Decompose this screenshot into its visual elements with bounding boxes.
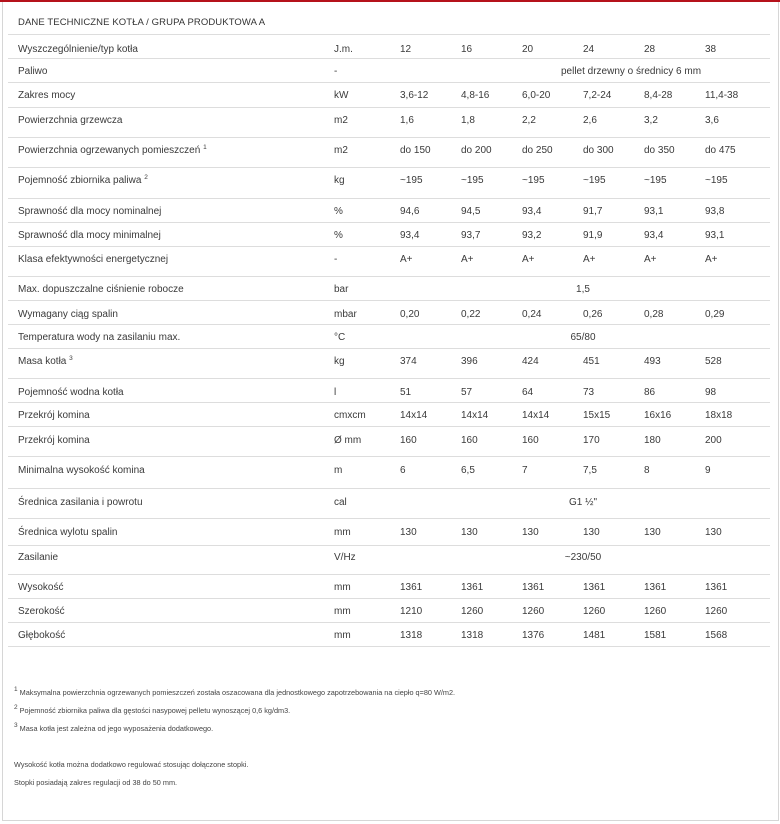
merged-value-cell: 65/80	[570, 332, 596, 343]
row-label-text: Paliwo	[18, 66, 48, 77]
value-cell: 93,2	[522, 230, 542, 241]
value-cell: 1361	[705, 582, 728, 593]
row-unit: mm	[334, 606, 351, 617]
footnote-number: 3	[14, 722, 18, 729]
table-row	[8, 598, 770, 617]
value-cell: A+	[461, 254, 474, 265]
row-label	[18, 176, 148, 186]
merged-value-cell: G1 ½"	[568, 497, 597, 508]
value-cell: do 350	[644, 145, 675, 156]
row-label	[18, 45, 138, 55]
value-cell: 24	[583, 44, 595, 55]
table-row	[8, 518, 770, 538]
row-label	[18, 498, 143, 508]
row-unit: Ø mm	[334, 435, 362, 446]
row-unit: V/Hz	[334, 552, 356, 563]
value-cell: 14x14	[400, 410, 428, 421]
row-label-text: Średnica wylotu spalin	[18, 527, 118, 538]
footnote	[14, 724, 213, 733]
row-label-text: Wyszczególnienie/typ kotła	[18, 44, 138, 55]
row-label-text: Przekrój komina	[18, 410, 90, 421]
row-label-text: Sprawność dla mocy minimalnej	[18, 230, 161, 241]
value-cell: A+	[644, 254, 657, 265]
row-label	[18, 607, 65, 617]
value-cell: 1361	[522, 582, 545, 593]
value-cell: 6,5	[461, 465, 475, 476]
value-cell: 2,6	[583, 115, 597, 126]
value-cell: 424	[522, 356, 539, 367]
value-cell: 1361	[583, 582, 606, 593]
bottom-note: Wysokość kotła można dodatkowo regulować stosując dołączone stopki.	[14, 760, 249, 769]
row-unit: l	[334, 387, 337, 398]
footnote-marker: 1	[203, 144, 207, 151]
table-row	[8, 545, 770, 563]
table-row	[8, 622, 770, 641]
row-label-text: Pojemność zbiornika paliwa	[18, 175, 142, 186]
value-cell: 1260	[461, 606, 484, 617]
table-row	[8, 488, 770, 508]
value-cell: 1260	[644, 606, 667, 617]
table-row	[8, 198, 770, 217]
table-row	[8, 456, 770, 476]
value-cell: 1361	[461, 582, 484, 593]
value-cell: do 300	[583, 145, 614, 156]
value-cell: do 200	[461, 145, 492, 156]
row-label-text: Klasa efektywności energetycznej	[18, 254, 169, 265]
value-cell: 1581	[644, 630, 667, 641]
table-row	[8, 107, 770, 126]
value-cell: 4,8-16	[461, 90, 490, 101]
value-cell: 93,8	[705, 206, 725, 217]
value-cell: 0,24	[522, 309, 542, 320]
value-cell: 1376	[522, 630, 545, 641]
value-cell: 3,2	[644, 115, 658, 126]
value-cell: A+	[583, 254, 596, 265]
value-cell: 130	[522, 527, 539, 538]
row-label-text: Zakres mocy	[18, 90, 76, 101]
footnote-text: Pojemność zbiornika paliwa dla gęstości nasypowej pelletu wynoszącej 0,6 kg/dm3.	[19, 706, 291, 715]
row-label-text: Minimalna wysokość komina	[18, 465, 145, 476]
value-cell: 0,29	[705, 309, 725, 320]
row-label-text: Powierzchnia grzewcza	[18, 115, 123, 126]
value-cell: 91,9	[583, 230, 603, 241]
row-label	[18, 285, 184, 295]
value-cell: 12	[400, 44, 412, 55]
row-unit: %	[334, 230, 343, 241]
value-cell: 1318	[400, 630, 423, 641]
row-unit: mm	[334, 630, 351, 641]
row-unit: mm	[334, 527, 351, 538]
value-cell: do 475	[705, 145, 736, 156]
value-cell: 374	[400, 356, 417, 367]
value-cell: 396	[461, 356, 478, 367]
row-label	[18, 466, 145, 476]
value-cell: 7,5	[583, 465, 597, 476]
value-cell: 16	[461, 44, 473, 55]
bottom-note: Stopki posiadają zakres regulacji od 38 do 50 mm.	[14, 778, 178, 787]
value-cell: 28	[644, 44, 656, 55]
value-cell: 1260	[583, 606, 606, 617]
row-unit: kg	[334, 175, 345, 186]
merged-value-cell: pellet drzewny o średnicy 6 mm	[560, 66, 702, 77]
value-cell: 3,6	[705, 115, 719, 126]
value-cell: 2,2	[522, 115, 536, 126]
row-label	[18, 207, 161, 217]
row-label-text: Średnica zasilania i powrotu	[18, 497, 143, 508]
footnote	[14, 688, 455, 697]
table-row	[8, 82, 770, 101]
row-unit: m2	[334, 145, 348, 156]
row-label-text: Wymagany ciąg spalin	[18, 309, 118, 320]
row-label-text: Masa kotła	[18, 356, 67, 367]
value-cell: 8	[644, 465, 650, 476]
row-label-text: Sprawność dla mocy nominalnej	[18, 206, 162, 217]
value-cell: 1361	[400, 582, 423, 593]
value-cell: 93,4	[644, 230, 664, 241]
row-unit: -	[334, 254, 338, 265]
value-cell: 130	[583, 527, 600, 538]
row-label	[18, 528, 118, 538]
footnote	[14, 706, 290, 715]
value-cell: 1260	[522, 606, 545, 617]
value-cell: 1318	[461, 630, 484, 641]
row-unit: J.m.	[334, 44, 353, 55]
value-cell: 91,7	[583, 206, 603, 217]
value-cell: 1568	[705, 630, 728, 641]
value-cell: 16x16	[644, 410, 672, 421]
row-label	[18, 436, 90, 446]
value-cell: A+	[705, 254, 718, 265]
row-unit: cal	[334, 497, 347, 508]
table-row	[8, 300, 770, 320]
value-cell: 1481	[583, 630, 606, 641]
value-cell: 64	[522, 387, 534, 398]
value-cell: 6	[400, 465, 406, 476]
value-cell: 1210	[400, 606, 423, 617]
value-cell: 160	[522, 435, 539, 446]
row-label	[18, 388, 124, 398]
value-cell: ~195	[644, 175, 667, 186]
row-label-text: Max. dopuszczalne ciśnienie robocze	[18, 284, 184, 295]
value-cell: 7,2-24	[583, 90, 612, 101]
footnote-number: 2	[14, 704, 18, 711]
value-cell: 20	[522, 44, 534, 55]
value-cell: 8,4-28	[644, 90, 673, 101]
value-cell: 0,26	[583, 309, 603, 320]
value-cell: 38	[705, 44, 717, 55]
value-cell: do 150	[400, 145, 431, 156]
row-unit: m	[334, 465, 343, 476]
row-label-text: Zasilanie	[18, 552, 59, 563]
table-row	[8, 34, 770, 55]
row-label	[18, 357, 73, 367]
row-label	[18, 553, 58, 563]
value-cell: 0,20	[400, 309, 420, 320]
row-unit: bar	[334, 284, 349, 295]
value-cell: 93,1	[644, 206, 664, 217]
value-cell: 1361	[644, 582, 667, 593]
value-cell: 7	[522, 465, 528, 476]
row-label-text: Przekrój komina	[18, 435, 90, 446]
value-cell: 14x14	[522, 410, 550, 421]
value-cell: 93,4	[522, 206, 542, 217]
value-cell: 200	[705, 435, 722, 446]
row-label	[18, 231, 161, 241]
row-label	[18, 146, 207, 156]
value-cell: 93,1	[705, 230, 725, 241]
row-label	[18, 333, 180, 343]
table-row	[8, 246, 770, 265]
value-cell: 130	[400, 527, 417, 538]
row-unit: mm	[334, 582, 351, 593]
value-cell: 94,6	[400, 206, 420, 217]
value-cell: A+	[522, 254, 535, 265]
row-label	[18, 91, 75, 101]
value-cell: 451	[583, 356, 600, 367]
value-cell: 160	[400, 435, 417, 446]
table-row	[8, 402, 770, 421]
value-cell: 57	[461, 387, 473, 398]
value-cell: 130	[461, 527, 478, 538]
row-label	[18, 631, 65, 641]
footnote-text: Masa kotła jest zależna od jego wyposażenia dodatkowego.	[19, 724, 214, 733]
value-cell: 160	[461, 435, 478, 446]
value-cell: 528	[705, 356, 722, 367]
value-cell: ~195	[522, 175, 545, 186]
table-row	[8, 58, 770, 77]
value-cell: 130	[644, 527, 661, 538]
table-title: DANE TECHNICZNE KOTŁA / GRUPA PRODUKTOWA A	[18, 17, 266, 28]
table-row	[8, 574, 770, 593]
footnote-marker: 2	[144, 174, 148, 181]
row-label	[18, 67, 47, 77]
row-label	[18, 583, 63, 593]
row-label-text: Wysokość	[18, 582, 64, 593]
value-cell: 1260	[705, 606, 728, 617]
table-row	[8, 378, 770, 398]
row-unit: kg	[334, 356, 345, 367]
table-bottom-border	[8, 646, 770, 647]
value-cell: 86	[644, 387, 656, 398]
row-label	[18, 116, 123, 126]
value-cell: 0,22	[461, 309, 481, 320]
value-cell: 9	[705, 465, 711, 476]
value-cell: do 250	[522, 145, 553, 156]
row-unit: m2	[334, 115, 348, 126]
value-cell: ~195	[705, 175, 728, 186]
footnote-marker: 3	[69, 355, 73, 362]
value-cell: 493	[644, 356, 661, 367]
value-cell: 98	[705, 387, 717, 398]
row-unit: mbar	[334, 309, 357, 320]
value-cell: 0,28	[644, 309, 664, 320]
value-cell: 51	[400, 387, 412, 398]
row-unit: kW	[334, 90, 349, 101]
value-cell: 180	[644, 435, 661, 446]
value-cell: 73	[583, 387, 595, 398]
value-cell: ~195	[583, 175, 606, 186]
row-unit: cmxcm	[334, 410, 366, 421]
row-label	[18, 310, 118, 320]
value-cell: 3,6-12	[400, 90, 429, 101]
table-row	[8, 137, 770, 156]
value-cell: 15x15	[583, 410, 611, 421]
value-cell: 1,6	[400, 115, 414, 126]
footnote-number: 1	[14, 686, 18, 693]
value-cell: 130	[705, 527, 722, 538]
value-cell: ~195	[461, 175, 484, 186]
row-label-text: Powierzchnia ogrzewanych pomieszczeń	[18, 145, 201, 156]
footnote-text: Maksymalna powierzchnia ogrzewanych pomieszczeń została oszacowana dla jednostkowego zapotrzebowania na ciepło q=80 W/m2.	[19, 688, 456, 697]
row-label-text: Pojemność wodna kotła	[18, 387, 124, 398]
row-unit: °C	[334, 332, 346, 343]
table-row	[8, 222, 770, 241]
table-row	[8, 276, 770, 295]
value-cell: 18x18	[705, 410, 733, 421]
value-cell: 93,4	[400, 230, 420, 241]
value-cell: A+	[400, 254, 413, 265]
table-row	[8, 324, 770, 343]
row-label	[18, 411, 90, 421]
value-cell: 1,8	[461, 115, 475, 126]
table-row	[8, 348, 770, 367]
table-row	[8, 426, 770, 446]
row-label	[18, 255, 168, 265]
row-unit: %	[334, 206, 343, 217]
merged-value-cell: 1,5	[576, 284, 590, 295]
value-cell: 11,4-38	[705, 90, 739, 101]
value-cell: 94,5	[461, 206, 481, 217]
row-label-text: Szerokość	[18, 606, 65, 617]
value-cell: 6,0-20	[522, 90, 551, 101]
value-cell: 170	[583, 435, 600, 446]
merged-value-cell: ~230/50	[564, 552, 602, 563]
row-label-text: Temperatura wody na zasilaniu max.	[18, 332, 181, 343]
value-cell: ~195	[400, 175, 423, 186]
value-cell: 93,7	[461, 230, 481, 241]
value-cell: 14x14	[461, 410, 489, 421]
table-row	[8, 167, 770, 186]
row-label-text: Głębokość	[18, 630, 66, 641]
row-unit: -	[334, 66, 338, 77]
